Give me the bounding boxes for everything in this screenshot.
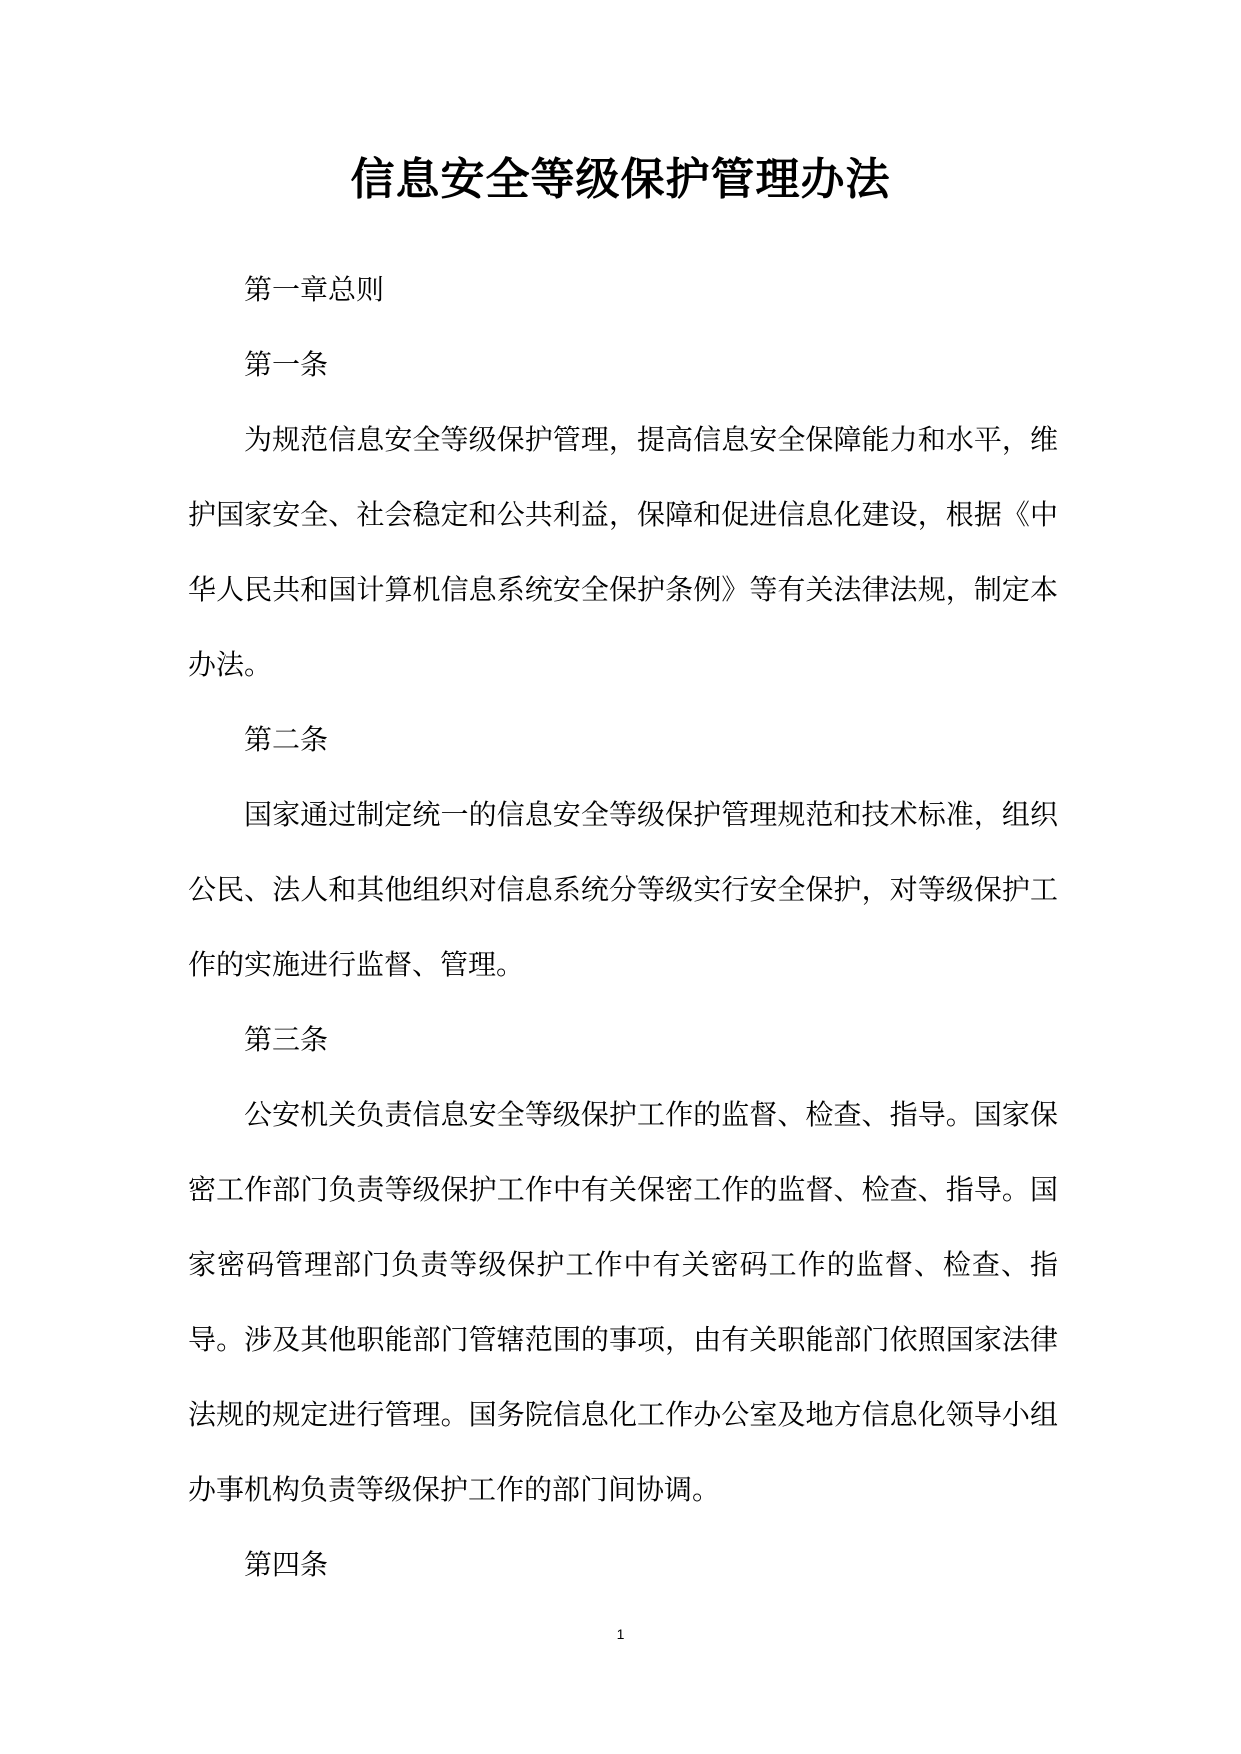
document-body: [188, 252, 1058, 1602]
document-title: 信息安全等级保护管理办法: [350, 154, 891, 205]
article-heading: 第二条: [244, 723, 329, 756]
article-heading: 第三条: [244, 1023, 329, 1056]
chapter-heading: 第一章总则: [244, 273, 385, 306]
article-paragraph: 为规范信息安全等级保护管理，提高信息安全保障能力和水平，维护国家安全、社会稳定和公共利益，保障和促进信息化建设，根据《中华人民共和国计算机信息系统安全保护条例》等有关法律法规，制定本办法。: [188, 423, 1058, 681]
article-paragraph: 公安机关负责信息安全等级保护工作的监督、检查、指导。国家保密工作部门负责等级保护工作中有关保密工作的监督、检查、指导。国家密码管理部门负责等级保护工作中有关密码工作的监督、检查、指导。涉及其他职能部门管辖范围的事项，由有关职能部门依照国家法律法规的规定进行管理。国务院信息化工作办公室及地方信息化领导小组办事机构负责等级保护工作的部门间协调。: [188, 1098, 1058, 1506]
article-heading: 第一条: [244, 348, 329, 381]
article-paragraph: 国家通过制定统一的信息安全等级保护管理规范和技术标准，组织公民、法人和其他组织对信息系统分等级实行安全保护，对等级保护工作的实施进行监督、管理。: [188, 798, 1058, 981]
article-heading: 第四条: [244, 1548, 329, 1581]
page-number: 1: [616, 1626, 625, 1642]
